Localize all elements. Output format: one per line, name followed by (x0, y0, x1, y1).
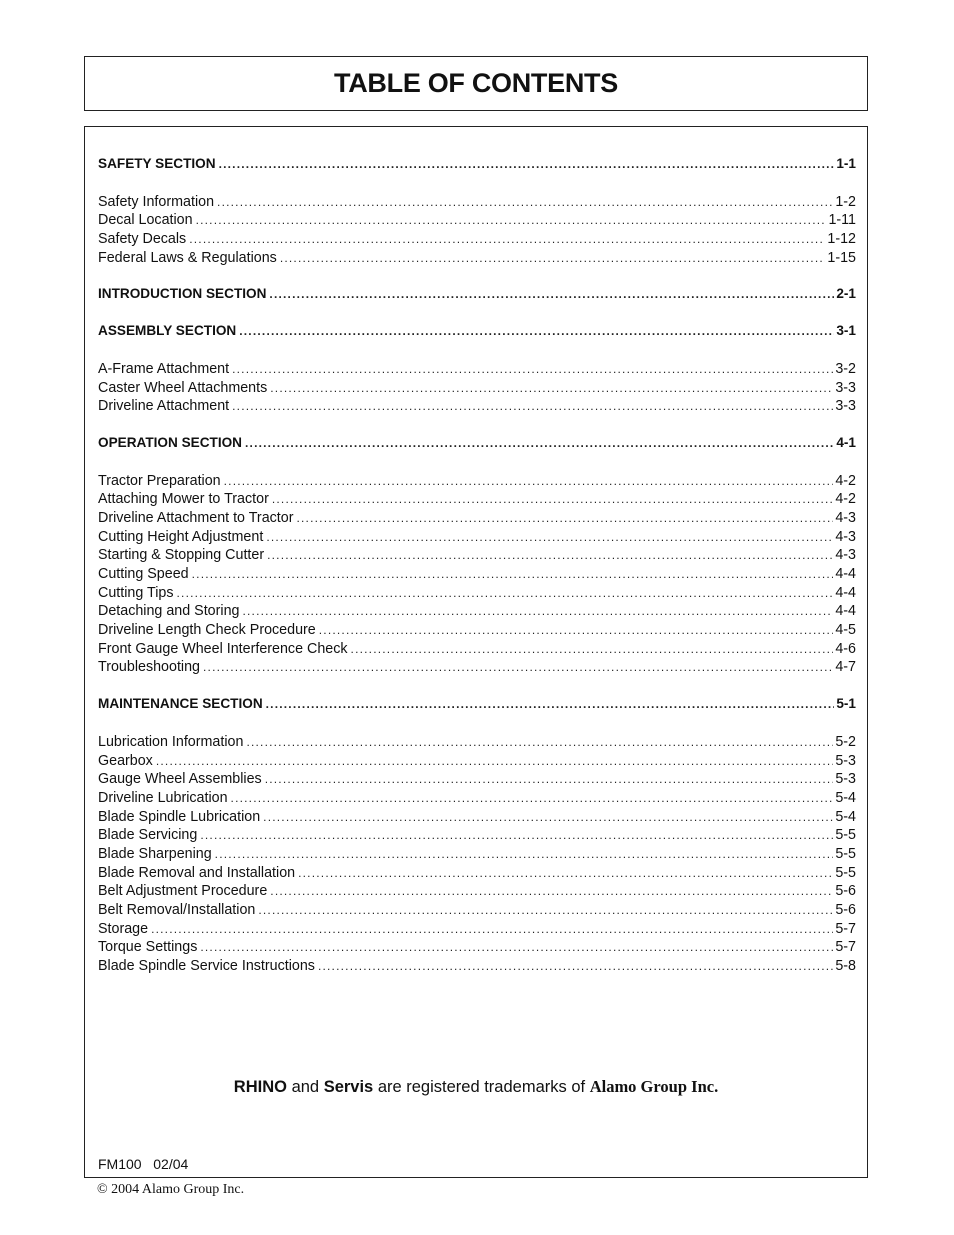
dot-leader (351, 640, 834, 659)
toc-entry-label: Driveline Attachment (98, 398, 230, 415)
dot-leader (242, 602, 833, 621)
toc-page-number: 5-4 (835, 789, 856, 806)
spacer (98, 453, 856, 472)
toc-entry-label: Blade Spindle Lubrication (98, 808, 261, 825)
dot-leader (215, 845, 834, 864)
toc-entry-label: INTRODUCTION SECTION (98, 286, 267, 302)
spacer (98, 174, 856, 193)
toc-entry-label: Starting & Stopping Cutter (98, 547, 265, 564)
dot-leader (196, 211, 827, 230)
toc-entry (98, 360, 856, 379)
toc-entry-label: Troubleshooting (98, 659, 200, 676)
toc-page-number: 5-6 (835, 883, 856, 900)
toc-page-number: 3-3 (835, 398, 856, 415)
spacer (98, 267, 856, 285)
dot-leader (318, 957, 833, 976)
toc-section-heading (98, 285, 856, 304)
form-number: FM100 02/04 (98, 1156, 189, 1172)
toc-entry (98, 379, 856, 398)
dot-leader (203, 658, 833, 677)
toc-page-number: 4-4 (835, 603, 856, 620)
toc-entry-label: Blade Removal and Installation (98, 864, 296, 881)
dot-leader (296, 509, 833, 528)
toc-page-number: 5-3 (835, 752, 856, 769)
toc-page-number: 4-5 (835, 622, 856, 639)
toc-entry (98, 938, 856, 957)
copyright: © 2004 Alamo Group Inc. (97, 1182, 245, 1197)
toc-entry (98, 789, 856, 808)
toc-page-number: 1-15 (827, 249, 856, 266)
toc-entry-label: Driveline Lubrication (98, 789, 228, 806)
dot-leader (266, 695, 835, 714)
dot-leader (269, 285, 834, 304)
toc-entry-label: Front Gauge Wheel Interference Check (98, 640, 348, 657)
toc-page-number: 5-1 (836, 696, 856, 712)
toc-entry (98, 845, 856, 864)
toc-entry (98, 957, 856, 976)
dot-leader (177, 584, 834, 603)
toc-entry (98, 509, 856, 528)
toc-entry (98, 528, 856, 547)
dot-leader (319, 621, 834, 640)
page-title: TABLE OF CONTENTS (334, 68, 618, 98)
toc-entry-label: Cutting Height Adjustment (98, 528, 264, 545)
toc-page-number: 4-2 (835, 491, 856, 508)
dot-leader (189, 230, 825, 249)
toc-entry-label: Storage (98, 920, 149, 937)
toc-entry (98, 920, 856, 939)
dot-leader (217, 193, 833, 212)
trademark-notice (85, 1077, 867, 1097)
toc-page-number: 5-5 (835, 845, 856, 862)
toc-section-heading (98, 155, 856, 174)
dot-leader (232, 360, 833, 379)
toc-entry-label: Blade Spindle Service Instructions (98, 958, 315, 975)
toc-page-number: 1-1 (836, 156, 856, 171)
toc-entry-label: Driveline Length Check Procedure (98, 622, 316, 639)
toc-entry-label: Cutting Tips (98, 584, 174, 601)
toc-entry-label: Blade Servicing (98, 827, 198, 844)
toc-entry-label: Gearbox (98, 752, 153, 769)
toc-page-number: 3-3 (835, 379, 856, 396)
toc-entry-label: Lubrication Information (98, 733, 244, 750)
toc-entry-label: Driveline Attachment to Tractor (98, 509, 294, 526)
toc-entry-label: Torque Settings (98, 939, 198, 956)
dot-leader (232, 397, 833, 416)
toc-entry (98, 193, 856, 212)
toc-page-number: 1-2 (835, 193, 856, 210)
toc-entry (98, 770, 856, 789)
toc-page-number: 3-1 (836, 323, 856, 339)
title-box (84, 56, 868, 111)
toc-page-number: 4-6 (835, 640, 856, 657)
dot-leader (270, 882, 833, 901)
toc-entry-label: MAINTENANCE SECTION (98, 696, 263, 712)
dot-leader (245, 434, 834, 453)
toc-entry-label: ASSEMBLY SECTION (98, 323, 237, 339)
toc-entry (98, 397, 856, 416)
toc-entry (98, 882, 856, 901)
toc-entry-label: Cutting Speed (98, 566, 189, 582)
dot-leader (266, 528, 833, 547)
toc-section-heading (98, 434, 856, 453)
toc-entry (98, 752, 856, 771)
toc-page-number: 1-11 (828, 212, 856, 229)
toc-list (98, 155, 856, 976)
dot-leader (192, 565, 834, 584)
toc-page-number: 5-3 (835, 771, 856, 788)
toc-entry (98, 826, 856, 845)
contents-box (84, 126, 868, 1178)
toc-entry (98, 490, 856, 509)
toc-entry (98, 546, 856, 565)
toc-page-number: 2-1 (836, 286, 856, 302)
trademark-and: and (291, 1078, 320, 1096)
spacer (98, 714, 856, 733)
toc-page-number: 5-5 (835, 827, 856, 844)
brand-servis: Servis (323, 1078, 374, 1096)
brand-rhino: RHINO (233, 1078, 287, 1096)
toc-entry-label: Decal Location (98, 212, 193, 229)
dot-leader (200, 826, 833, 845)
dot-leader (231, 789, 834, 808)
toc-entry (98, 565, 856, 584)
toc-entry-label: Safety Information (98, 193, 215, 210)
toc-page-number: 4-3 (835, 528, 856, 545)
toc-page-number: 5-7 (835, 939, 856, 956)
toc-page-number: 5-5 (835, 864, 856, 881)
toc-entry (98, 249, 856, 268)
toc-page-number: 4-2 (835, 472, 856, 489)
toc-page-number: 4-3 (835, 547, 856, 564)
dot-leader (200, 938, 833, 957)
dot-leader (272, 490, 833, 509)
spacer (98, 341, 856, 360)
toc-entry-label: Detaching and Storing (98, 603, 240, 620)
toc-entry (98, 733, 856, 752)
toc-entry-label: A-Frame Attachment (98, 360, 230, 377)
toc-entry (98, 230, 856, 249)
dot-leader (156, 752, 833, 771)
toc-entry-label: Belt Removal/Installation (98, 902, 256, 918)
toc-entry (98, 621, 856, 640)
toc-page-number: 4-1 (836, 434, 856, 450)
toc-entry (98, 901, 856, 920)
dot-leader (151, 920, 833, 939)
toc-entry-label: Belt Adjustment Procedure (98, 883, 268, 900)
toc-page-number: 4-7 (835, 659, 856, 676)
toc-page-number: 5-8 (835, 958, 856, 975)
trademark-company: Alamo Group Inc. (589, 1077, 719, 1096)
dot-leader (270, 379, 833, 398)
dot-leader (265, 770, 834, 789)
spacer (98, 304, 856, 322)
dot-leader (239, 322, 834, 341)
toc-entry-label: Tractor Preparation (98, 472, 221, 489)
toc-entry (98, 211, 856, 230)
toc-page-number: 5-7 (835, 920, 856, 937)
toc-entry-label: Attaching Mower to Tractor (98, 491, 269, 508)
dot-leader (263, 808, 833, 827)
toc-entry (98, 864, 856, 883)
toc-page-number: 5-2 (835, 733, 856, 750)
toc-page-number: 5-6 (835, 902, 856, 918)
toc-entry-label: Federal Laws & Regulations (98, 249, 277, 266)
toc-entry (98, 472, 856, 491)
toc-entry (98, 584, 856, 603)
toc-entry-label: OPERATION SECTION (98, 434, 243, 450)
dot-leader (280, 249, 826, 268)
toc-page-number: 1-12 (827, 231, 856, 248)
dot-leader (219, 155, 835, 174)
dot-leader (258, 901, 833, 920)
trademark-text: are registered trademarks of (377, 1078, 586, 1096)
toc-page-number: 4-4 (835, 584, 856, 601)
toc-entry (98, 640, 856, 659)
toc-entry (98, 808, 856, 827)
toc-section-heading (98, 322, 856, 341)
dot-leader (246, 733, 833, 752)
spacer (98, 677, 856, 695)
toc-entry-label: SAFETY SECTION (98, 156, 216, 171)
toc-page-number: 5-4 (835, 808, 856, 825)
dot-leader (298, 864, 833, 883)
dot-leader (224, 472, 834, 491)
toc-page-number: 4-4 (835, 566, 856, 582)
toc-page-number: 4-3 (835, 509, 856, 526)
toc-section-heading (98, 695, 856, 714)
toc-entry-label: Blade Sharpening (98, 845, 212, 862)
toc-entry-label: Gauge Wheel Assemblies (98, 771, 262, 788)
toc-entry-label: Safety Decals (98, 231, 187, 248)
toc-entry-label: Caster Wheel Attachments (98, 379, 268, 396)
toc-page-number: 3-2 (835, 360, 856, 377)
spacer (98, 416, 856, 434)
toc-entry (98, 658, 856, 677)
dot-leader (267, 546, 833, 565)
toc-entry (98, 602, 856, 621)
